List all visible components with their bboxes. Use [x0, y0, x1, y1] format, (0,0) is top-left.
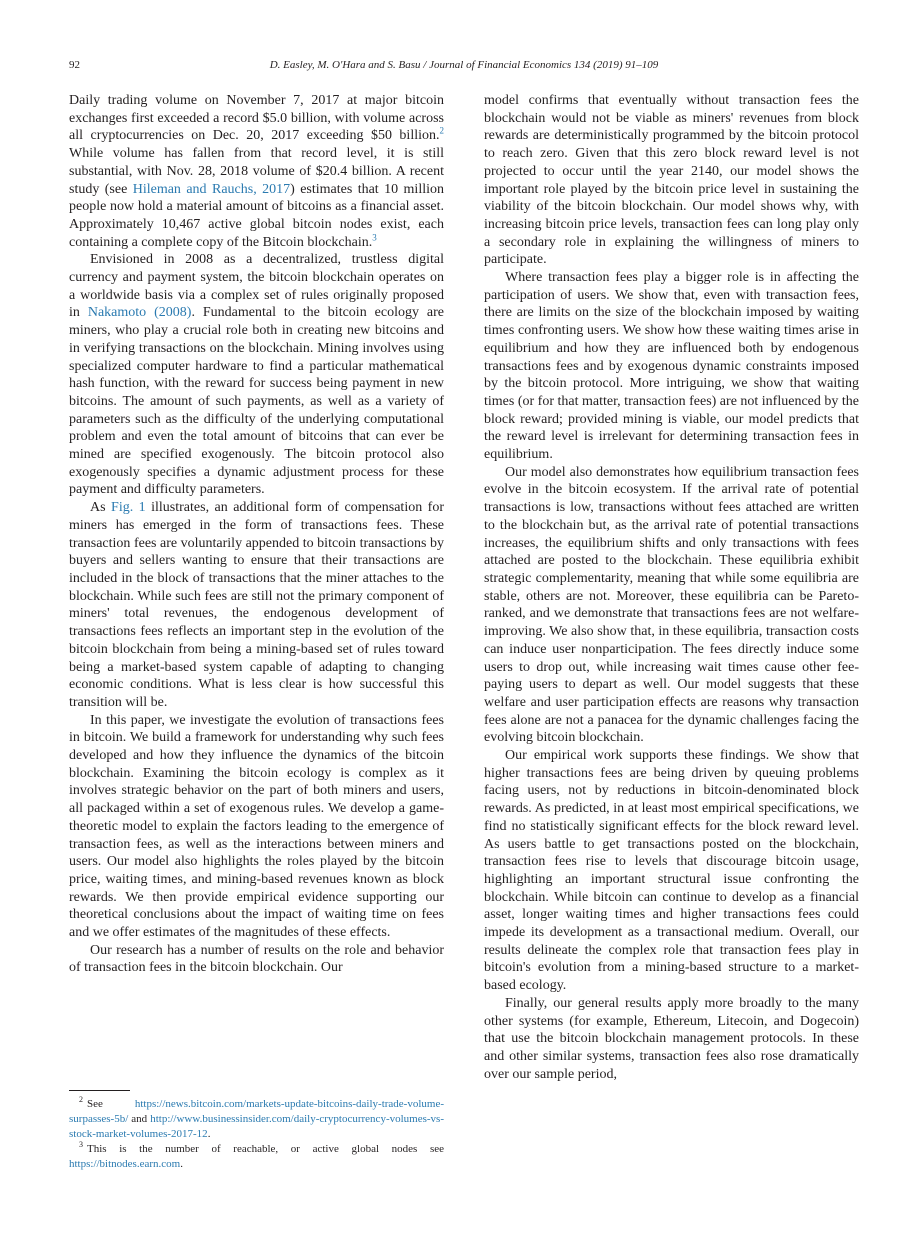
left-column [69, 92, 444, 977]
journal-reference: D. Easley, M. O'Hara and S. Basu / Journal of Financial Economics 134 (2019) 91–109 [269, 59, 659, 71]
paragraph: Daily trading volume on November 7, 2017 at major bitcoin exchanges first exceeded a record $5.0 billion, with volume across all cryptocurrencies on Dec. 20, 2017 exceeding $50 billion.$^2$ While volume has fallen from that record level, it is still substantial, with Nov. 28, 2018 volume of $20.4 billion. A recent study (see Hileman and Rauchs, 2017) estimates that 10 million people now hold a material amount of bitcoins as a financial asset. Approximately 10,467 active global bitcoin nodes exist, each containing a complete copy of the Bitcoin blockchain.$^3$ [69, 93, 444, 250]
paragraph: Envisioned in 2008 as a decentralized, trustless digital currency and payment system, the bitcoin blockchain operates on a worldwide basis via a complex set of rules originally proposed in Nakamoto (2008). Fundamental to the bitcoin ecology are miners, who play a crucial role both in creating new bitcoins and in verifying transactions on the blockchain. Mining involves using specialized computer hardware to find a particular mathematical hash function, with the reward for success being payment in new bitcoins. The amount of such payments, as well as a variety of parameters such as the difficulty of the underlying computational problem and even the total amount of bitcoins that can ever be mined are specified exogenously. The bitcoin protocol also exogenously specifies a dynamic adjustment process for these payment and difficulty parameters. [69, 252, 444, 498]
footnote-divider [69, 1090, 130, 1091]
paragraph: Our empirical work supports these findings. We show that higher transactions fees are being driven by queuing problems facing users, not by reductions in bitcoin-denominated block rewards. As predicted, in at least most empirical specifications, we find no statistically significant effects for the block reward level. As users battle to get transactions posted on the blockchain, transaction fees rise to levels that discourage bitcoin usage, highlighting an important structural issue confronting the blockchain. While bitcoin can continue to develop as a financial asset, longer waiting times and higher transactions fees could impede its development as a transactional medium. Overall, our results delineate the complex role that transaction fees play in bitcoin's evolution from a mining-based structure to a market-based ecology. [484, 748, 859, 994]
footnote-link[interactable]: https://news.bitcoin.com/markets-update-bitcoins-daily-trade-volume-surpasses-5b/ [69, 1098, 444, 1125]
paragraph: model confirms that eventually without transaction fees the blockchain would not be viable as miners' revenues from block rewards are deterministically programmed by the bitcoin protocol to reach zero. Given that this zero block reward level is not projected to occur until the year 2140, our model shows the important role played by the bitcoin price level in sustaining the viability of the bitcoin blockchain. Our model shows why, with increasing bitcoin price levels, transaction fees can long play only a secondary role in explaining the willingness of miners to participate. [484, 93, 859, 268]
paragraph: Finally, our general results apply more broadly to the many other systems (for example, Ethereum, Litecoin, and Dogecoin) that use the bitcoin blockchain management protocols. In these and other similar systems, transaction fees also rose dramatically over our sample period, [484, 995, 859, 1082]
paragraph: Our model also demonstrates how equilibrium transaction fees evolve in the bitcoin ecosystem. If the arrival rate of potential transactions is low, transactions without fees attached are written to the blockchain but, as the arrival rate of potential transactions increases, the equilibrium shifts and only transactions with fees attached are posted to the blockchain. These equilibria exhibit strategic complementarity, meaning that while some equilibria are stable, others are not. Moreover, these equilibria can be Pareto-ranked, and we demonstrate that transactions fees are not welfare-improving. We also show that, in these equilibria, transaction costs can induce user nonparticipation. The fees directly induce some users to drop out, while increasing wait times cause other fee-paying users to depart as well. Our model suggests that these welfare and user participation effects are reasons why transaction fees alone are not a panacea for the dynamic challenges facing the evolving bitcoin blockchain. [484, 464, 859, 746]
footnote-link[interactable]: https://bitnodes.earn.com [69, 1158, 181, 1170]
footnote-ref-3[interactable]: 3 [372, 231, 377, 242]
citation-link[interactable]: Hileman and Rauchs, 2017 [132, 181, 291, 197]
paragraph: Our research has a number of results on the role and behavior of transaction fees in the bitcoin blockchain. Our [69, 942, 444, 976]
footnote-2: $^2$ See https://news.bitcoin.com/markets-update-bitcoins-daily-trade-volume-surpasses-5b/ and http://www.businessinsider.com/daily-cryptocurrency-volumes-vs-stock-market-volumes-2017-12. [69, 1095, 444, 1140]
right-column [484, 92, 859, 1083]
citation-link[interactable]: Nakamoto (2008) [87, 305, 192, 321]
paragraph: As Fig. 1 illustrates, an additional form of compensation for miners has emerged in the form of transactions fees. These transaction fees are voluntarily appended to bitcoin transactions by buyers and sellers wanting to ensure that their transactions are included in the block of transactions that the miner attaches to the blockchain. While such fees are still not the primary component of miners' total revenues, the endogenous development of transactions fees reflects an important step in the evolution of the bitcoin blockchain from being a mining-based set of rules toward being a market-based system capable of adapting to changing economic conditions. What is less clear is how successful this transition will be. [69, 500, 444, 710]
paragraph: In this paper, we investigate the evolution of transactions fees in bitcoin. We build a framework for understanding why such fees developed and how they influence the dynamics of the bitcoin blockchain. Examining the bitcoin ecology is complex as it involves strategic behavior on the part of both miners and users, all packaged within a set of exogenous rules. We develop a game-theoretic model to explain the factors leading to the emergence of transaction fees, as well as the interactions between miners and users. Our model also highlights the roles played by the bitcoin price, waiting times, and mining-based revenues known as block rewards. We then provide empirical evidence supporting our theoretical conclusions about the impact of waiting time on fees and we offer estimates of the magnitudes of these effects. [69, 712, 444, 941]
figure-link[interactable]: Fig. 1 [111, 500, 146, 516]
footnote-ref-2[interactable]: 2 [439, 125, 444, 136]
footnote-link[interactable]: http://www.businessinsider.com/daily-cryptocurrency-volumes-vs-stock-market-volumes-2017-12 [69, 1113, 444, 1140]
footnotes [69, 1090, 444, 1172]
running-head [69, 57, 859, 73]
page-number: 92 [69, 59, 80, 71]
footnote-3: $^3$ This is the number of reachable, or active global nodes see https://bitnodes.earn.com. [69, 1140, 444, 1170]
paragraph: Where transaction fees play a bigger role is in affecting the participation of users. We show that, even with transaction fees, there are limits on the size of the blockchain imposed by waiting times confronting users. We show how these waiting times arise in equilibrium and how they are influenced both by endogenous transactions fees and by exogenous dynamic constraints imposed by the bitcoin protocol. More intriguing, we show that waiting times (or for that matter, transaction fees) are not influenced by the block reward; provided mining is viable, our model predicts that the reward level is irrelevant for determining transaction fees in equilibrium. [484, 270, 859, 463]
